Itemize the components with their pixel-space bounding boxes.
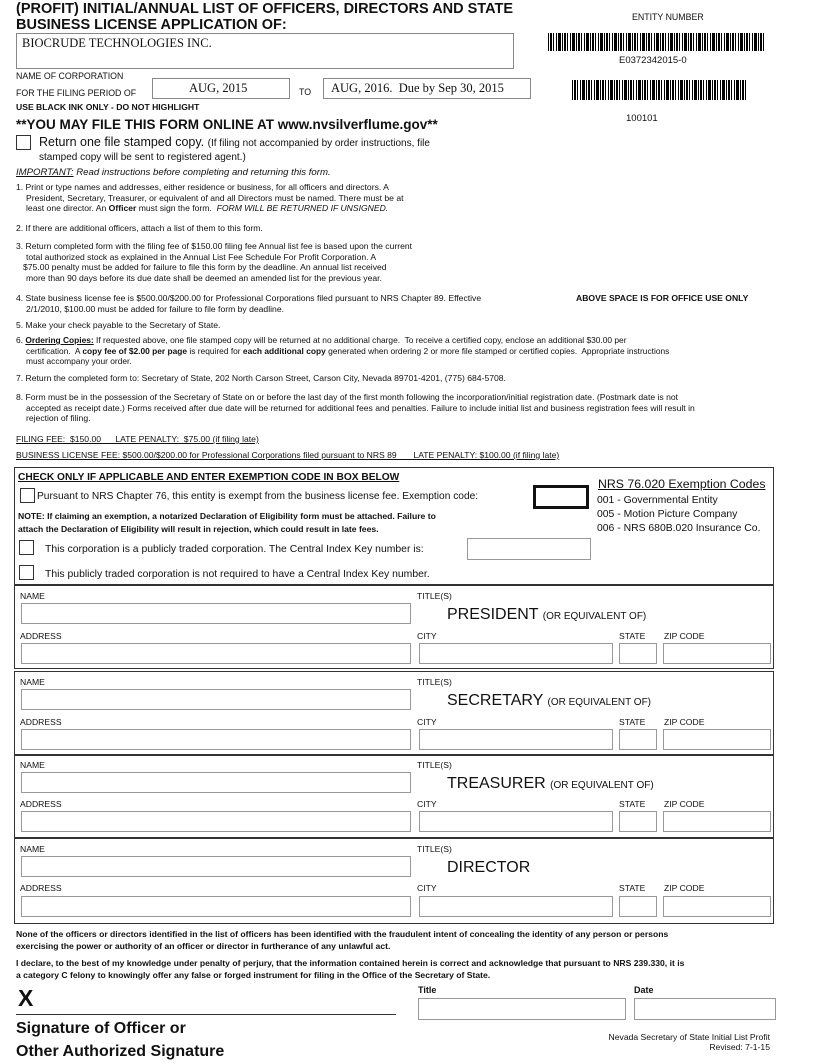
or-equivalent-label: (OR EQUIVALENT OF) — [550, 780, 654, 791]
exemption-section — [14, 467, 774, 585]
declaration-fraud — [16, 929, 806, 952]
return-copy-note: (If filing not accompanied by order instructions, file — [207, 138, 430, 149]
officer-director-section — [14, 838, 774, 924]
declaration-perjury — [16, 958, 806, 981]
treasurer-state-input[interactable] — [619, 811, 657, 832]
to-label: TO — [299, 87, 312, 97]
zip-label: ZIP CODE — [664, 631, 705, 641]
president-name-input[interactable] — [21, 603, 411, 624]
filing-fee-line: FILING FEE: $150.00 LATE PENALTY: $75.00 (if filing late) — [16, 434, 259, 444]
instruction-4-line1: 4. State business license fee is $500.00/$200.00 for Professional Corporations filed pursuant to NRS Chapter 89. Effective — [16, 293, 482, 303]
instruction-6-copy-fee: copy fee of $2.00 per page — [82, 345, 188, 356]
director-state-input[interactable] — [619, 896, 657, 917]
secretary-title-text: SECRETARY — [447, 692, 544, 709]
filing-period-label: FOR THE FILING PERIOD OF — [16, 88, 137, 98]
instruction-7: 7. Return the completed form to: Secretary of State, 202 North Carson Street, Carson City, Nevada 89701-4201, (775) 684-5708. — [16, 373, 506, 383]
treasurer-city-input[interactable] — [419, 811, 613, 832]
exemption-note-line2: attach the Declaration of Eligibility will result in rejection, which could result in late fees. — [18, 524, 379, 534]
entity-number-label: ENTITY NUMBER — [632, 12, 704, 22]
public-corp-checkbox[interactable] — [19, 540, 34, 555]
central-index-key-field[interactable] — [467, 538, 591, 560]
instruction-6-line2-post: generated when ordering 2 or more file stamped or certified copies. Appropriate instructions — [325, 345, 670, 356]
instruction-4-line2: 2/1/2010, $100.00 must be added for failure to file form by deadline. — [26, 303, 284, 314]
form-title-line1: (PROFIT) INITIAL/ANNUAL LIST OF OFFICERS, DIRECTORS AND STATE — [16, 1, 514, 17]
instruction-1-line3-mid: must sign the form. — [136, 203, 217, 214]
instruction-6-number: 6. — [16, 335, 26, 345]
exemption-code-005: 005 - Motion Picture Company — [597, 509, 738, 520]
instruction-2: 2. If there are additional officers, attach a list of them to this form. — [16, 223, 263, 233]
officer-president-section — [14, 585, 774, 669]
secretary-zip-input[interactable] — [663, 729, 771, 750]
address-label: ADDRESS — [20, 717, 62, 727]
secretary-state-input[interactable] — [619, 729, 657, 750]
signature-x-mark: X — [18, 985, 34, 1011]
secretary-address-input[interactable] — [21, 729, 411, 750]
instruction-6-line3: must accompany your order. — [26, 356, 132, 367]
name-of-corporation-label: NAME OF CORPORATION — [16, 71, 124, 81]
exemption-note-line1: NOTE: If claiming an exemption, a notarized Declaration of Eligibility form must be attached. Failure to — [18, 511, 436, 521]
or-equivalent-label: (OR EQUIVALENT OF) — [547, 697, 652, 708]
instruction-6-label: Ordering Copies: — [25, 335, 94, 345]
president-zip-input[interactable] — [663, 643, 771, 664]
city-label: CITY — [417, 799, 437, 809]
president-title — [447, 606, 646, 624]
treasurer-title-text: TREASURER — [447, 775, 546, 792]
titles-label: TITLE(S) — [417, 591, 452, 601]
officer-secretary-section — [14, 671, 774, 755]
instruction-1-warning: FORM WILL BE RETURNED IF UNSIGNED. — [216, 203, 389, 214]
ink-note: USE BLACK INK ONLY - DO NOT HIGHLIGHT — [16, 102, 200, 112]
name-label: NAME — [20, 760, 45, 770]
name-label: NAME — [20, 591, 45, 601]
zip-label: ZIP CODE — [664, 717, 705, 727]
city-label: CITY — [417, 717, 437, 727]
return-copy-label: Return one file stamped copy. — [39, 135, 205, 149]
instruction-5: 5. Make your check payable to the Secretary of State. — [16, 320, 221, 330]
office-code: 100101 — [626, 113, 658, 124]
title-label: Title — [418, 985, 437, 995]
instruction-1 — [16, 182, 404, 214]
instruction-6-line1 — [16, 335, 806, 346]
exemption-code-006: 006 - NRS 680B.020 Insurance Co. — [597, 523, 761, 534]
exemption-code-box[interactable] — [533, 485, 589, 509]
filing-from-value: AUG, 2015 — [189, 81, 248, 95]
online-note: **YOU MAY FILE THIS FORM ONLINE AT www.nvsilverflume.gov** — [16, 117, 438, 132]
director-zip-input[interactable] — [663, 896, 771, 917]
signature-line[interactable] — [16, 1014, 396, 1015]
important-text: Read instructions before completing and returning this form. — [76, 167, 331, 178]
president-title-text: PRESIDENT — [447, 606, 539, 623]
signature-date-input[interactable] — [634, 998, 776, 1020]
exemption-note — [18, 510, 436, 536]
instruction-1-line1: 1. Print or type names and addresses, either residence or business, for all officers and directors. A — [16, 182, 389, 192]
public-corp-text: This corporation is a publicly traded corporation. The Central Index Key number is: — [45, 544, 424, 555]
address-label: ADDRESS — [20, 799, 62, 809]
important-label: IMPORTANT: — [16, 167, 74, 178]
instruction-6-line2 — [16, 346, 806, 357]
instruction-1-line2: President, Secretary, Treasurer, or equivalent of and all Directors must be named. There must be at — [26, 192, 404, 203]
corporation-name-field[interactable] — [16, 33, 514, 69]
date-label: Date — [634, 985, 654, 995]
name-label: NAME — [20, 677, 45, 687]
instruction-1-officer: Officer — [108, 203, 137, 214]
signature-caption-line1: Signature of Officer or — [16, 1020, 186, 1037]
signer-title-input[interactable] — [418, 998, 626, 1020]
secretary-city-input[interactable] — [419, 729, 613, 750]
return-copy-note2: stamped copy will be sent to registered agent.) — [39, 152, 246, 163]
instruction-6-additional: each additional copy — [242, 345, 326, 356]
corporation-name-value: BIOCRUDE TECHNOLOGIES INC. — [22, 36, 212, 50]
entity-number-value: E0372342015-0 — [619, 55, 687, 66]
instruction-3 — [16, 241, 412, 283]
zip-label: ZIP CODE — [664, 883, 705, 893]
instruction-8-line1: 8. Form must be in the possession of the Secretary of State on or before the last day of the first month following the incorporation/initial registration date. (Postmark date is not — [16, 392, 679, 402]
instruction-3-line3: $75.00 penalty must be added for failure to file this form by the deadline. An annual list received — [23, 262, 387, 273]
instruction-1-line3-text: least one director. An — [26, 203, 109, 214]
declaration-perjury-line1: I declare, to the best of my knowledge under penalty of perjury, that the information contained herein is correct and acknowledge that pursuant to NRS 239.330, it is — [16, 958, 685, 968]
state-label: STATE — [619, 883, 646, 893]
return-copy-checkbox[interactable] — [16, 135, 31, 150]
form-title — [16, 1, 513, 33]
exemption-checkbox[interactable] — [20, 488, 35, 503]
state-label: STATE — [619, 717, 646, 727]
exemption-pursuant-text: Pursuant to NRS Chapter 76, this entity is exempt from the business license fee. Exemption code: — [37, 491, 479, 502]
address-label: ADDRESS — [20, 883, 62, 893]
form-title-line2: BUSINESS LICENSE APPLICATION OF: — [16, 17, 287, 33]
instruction-6-line2-mid: is required for — [187, 345, 243, 356]
president-state-input[interactable] — [619, 643, 657, 664]
titles-label: TITLE(S) — [417, 677, 452, 687]
president-city-input[interactable] — [419, 643, 613, 664]
filing-from-field[interactable] — [152, 78, 290, 99]
public-no-key-checkbox[interactable] — [19, 565, 34, 580]
director-name-input[interactable] — [21, 856, 411, 877]
declaration-perjury-line2: a category C felony to knowingly offer any false or forged instrument for filing in the Office of the Secretary of State. — [16, 969, 491, 980]
address-label: ADDRESS — [20, 631, 62, 641]
officer-treasurer-section — [14, 755, 774, 838]
secretary-name-input[interactable] — [21, 689, 411, 710]
state-label: STATE — [619, 631, 646, 641]
footer-revised: Revised: 7-1-15 — [709, 1042, 770, 1052]
or-equivalent-label: (OR EQUIVALENT OF) — [542, 611, 647, 622]
entity-barcode-image — [548, 33, 766, 51]
important-line — [16, 168, 331, 179]
secretary-title — [447, 692, 651, 710]
instruction-3-line1: 3. Return completed form with the filing fee of $150.00 filing fee Annual list fee is based upon the current — [16, 241, 413, 251]
instruction-6-line2-pre: certification. A — [26, 345, 83, 356]
footer-form-name: Nevada Secretary of State Initial List Profit — [608, 1032, 770, 1042]
instruction-8-line2: accepted as receipt date.) Forms received after due date will be returned for additional fees and penalties. Failure to include initial list and business registration fees will result in — [26, 402, 695, 413]
instruction-6 — [16, 335, 806, 367]
declaration-fraud-line1: None of the officers or directors identified in the list of officers has been identified with the fraudulent intent of concealing the identity of any person or persons — [16, 929, 669, 939]
filing-to-value: AUG, 2016. Due by Sep 30, 2015 — [331, 81, 504, 95]
president-address-input[interactable] — [21, 643, 411, 664]
treasurer-address-input[interactable] — [21, 811, 411, 832]
titles-label: TITLE(S) — [417, 760, 452, 770]
exemption-code-001: 001 - Governmental Entity — [597, 495, 718, 506]
instruction-3-line2: total authorized stock as explained in the Annual List Fee Schedule For Profit Corporation. A — [26, 251, 377, 262]
city-label: CITY — [417, 883, 437, 893]
director-address-input[interactable] — [21, 896, 411, 917]
treasurer-zip-input[interactable] — [663, 811, 771, 832]
titles-label: TITLE(S) — [417, 844, 452, 854]
treasurer-title — [447, 775, 654, 793]
public-no-key-text: This publicly traded corporation is not required to have a Central Index Key number. — [45, 569, 430, 580]
treasurer-name-input[interactable] — [21, 772, 411, 793]
filing-to-field[interactable] — [323, 78, 531, 99]
city-label: CITY — [417, 631, 437, 641]
instruction-8 — [16, 392, 806, 424]
director-city-input[interactable] — [419, 896, 613, 917]
name-label: NAME — [20, 844, 45, 854]
signature-caption-line2: Other Authorized Signature — [16, 1043, 225, 1060]
exemption-heading: CHECK ONLY IF APPLICABLE AND ENTER EXEMPTION CODE IN BOX BELOW — [18, 472, 400, 483]
exemption-codes-title: NRS 76.020 Exemption Codes — [598, 477, 766, 491]
office-use-note: ABOVE SPACE IS FOR OFFICE USE ONLY — [576, 293, 749, 303]
director-title — [447, 859, 530, 877]
exemption-codes-list — [597, 494, 760, 536]
instruction-6-text: If requested above, one file stamped copy will be returned at no additional charge. To receive a certified copy, enclose an additional $30.00 per — [93, 335, 627, 345]
return-copy-text — [39, 135, 430, 149]
filing-barcode-image — [572, 80, 748, 100]
zip-label: ZIP CODE — [664, 799, 705, 809]
signature-caption — [16, 1017, 224, 1063]
form-footer — [560, 1032, 770, 1052]
instruction-3-line4: more than 90 days before its due date shall be deemed an amended list for the previous year. — [26, 272, 382, 283]
instruction-8-line3: rejection of filing. — [26, 413, 91, 424]
director-title-text: DIRECTOR — [447, 859, 531, 876]
license-fee-line: BUSINESS LICENSE FEE: $500.00/$200.00 for Professional Corporations filed pursuant to NRS 89 LATE PENALTY: $100.00 (if filing late) — [16, 450, 560, 460]
instruction-4 — [16, 293, 481, 314]
state-label: STATE — [619, 799, 646, 809]
declaration-fraud-line2: exercising the power or authority of an officer or director in furtherance of any unlawful act. — [16, 940, 391, 951]
instruction-1-line3 — [16, 203, 404, 214]
